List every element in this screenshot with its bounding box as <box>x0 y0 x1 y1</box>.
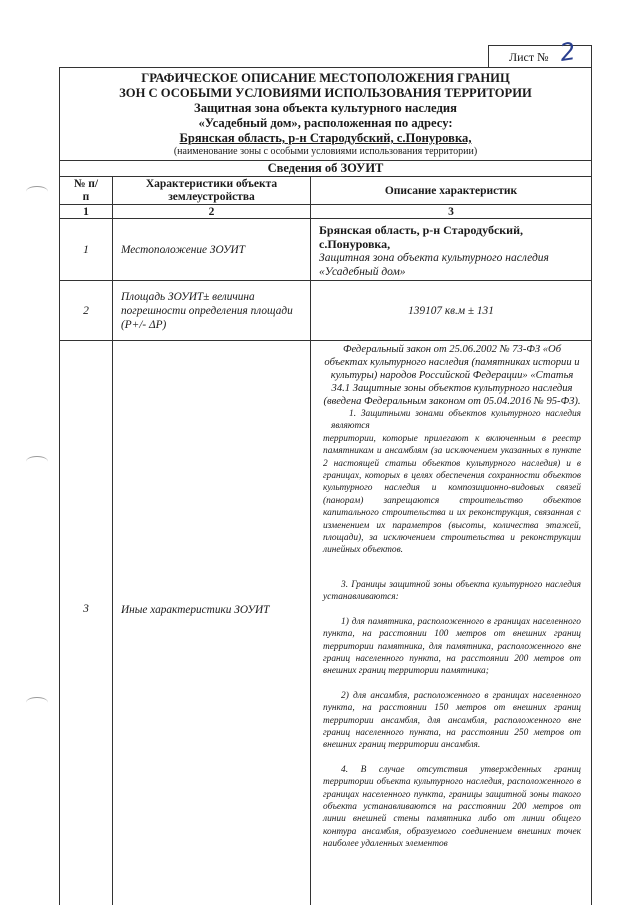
title-line-1: ГРАФИЧЕСКОЕ ОПИСАНИЕ МЕСТОПОЛОЖЕНИЯ ГРАНИЦ <box>141 71 510 85</box>
table-row <box>60 218 591 281</box>
column-numbers-row <box>60 204 591 219</box>
section-title: Сведения об ЗОУИТ <box>60 160 591 175</box>
row-number: 1 <box>60 219 113 281</box>
clause-4: 4. В случае отсутствия утвержденных границ территории объекта культурного наследия, расположенного в границах населенного пункта, границы защитной зоны такого объекта устанавливаются на расстоянии 200 метров от линии внешней стены памятника либо от линии общего контура ансамбля, образуемого соединением внешних точек наиболее удаленных элементов <box>323 764 581 850</box>
table-row <box>60 280 591 341</box>
location-address: Брянская область, р-н Стародубский, с.Понуровка, <box>319 223 524 251</box>
clause-1-body: территории, которые прилегают к включенным в реестр памятникам и ансамблям (за исключением указанных в пункте 2 настоящей статьи объектов культурного наследия) и в границах, которых в целях обеспечения сохранности объектов культурного наследия и композиционно-видовых связей (панорам) запрещаются строительство объектов капитального строительства и их реконструкция, связанная с изменением их параметров (высоты, количества этажей, площади), за исключением строительства и реконструкции линейных объектов. <box>323 433 581 556</box>
row-description <box>311 219 591 281</box>
row-description: 139107 кв.м ± 131 <box>408 305 494 317</box>
row-characteristic: Площадь ЗОУИТ± величина погрешности определения площади (P+/- ΔP) <box>113 281 311 341</box>
clause-3-1: 1) для памятника, расположенного в границах населенного пункта, на расстоянии 100 метров от внешних границ территории памятника, для памятника, расположенного вне границ населенного пункта, на расстоянии 200 метров от внешних границ территории памятника; <box>323 616 581 677</box>
law-reference: Федеральный закон от 25.06.2002 № 73-ФЗ «Об объектах культурного наследия (памятниках истории и культуры) народов Российской Федерации» «Статья 34.1 Защитные зоны объектов культурного наследия (введена Федеральным законом от 05.04.2016 № 95-ФЗ). <box>323 344 581 407</box>
clause-1 <box>311 408 591 557</box>
characteristics-table <box>60 176 591 905</box>
clause-3 <box>311 579 591 851</box>
row-description <box>311 341 591 905</box>
row-number: 3 <box>60 341 113 905</box>
title-line-4: «Усадебный дом», расположенная по адресу: <box>198 116 453 130</box>
zone-name-note: (наименование зоны с особыми условиями использования территории) <box>173 146 478 157</box>
punch-hole-mark <box>26 186 48 197</box>
title-line-5 <box>60 131 591 146</box>
clause-3-2: 2) для ансамбля, расположенного в границах населенного пункта, на расстоянии 150 метров от внешних границ территории ансамбля, для ансамбля, расположенного вне границ населенного пункта, на расстоянии 250 метров от внешних границ территории ансамбля. <box>323 690 581 751</box>
column-header-description: Описание характеристик <box>384 184 518 197</box>
column-header-characteristic: Характеристики объекта землеустройства <box>113 177 311 205</box>
punch-hole-mark <box>26 697 48 708</box>
row-number: 2 <box>60 281 113 341</box>
address-underlined: Брянская область, р-н Стародубский, с.Понуровка, <box>179 131 472 145</box>
column-header-number: № п/п <box>60 177 113 205</box>
clause-3-head: 3. Границы защитной зоны объекта культурного наследия устанавливаются: <box>323 579 581 603</box>
table-header-row <box>60 176 591 205</box>
column-number-2: 2 <box>113 205 311 219</box>
column-number-1: 1 <box>60 205 113 219</box>
column-number-3: 3 <box>448 205 454 218</box>
row-characteristic: Иные характеристики ЗОУИТ <box>113 341 311 905</box>
punch-hole-mark <box>26 456 48 467</box>
row-characteristic: Местоположение ЗОУИТ <box>113 219 311 281</box>
title-line-2: ЗОН С ОСОБЫМИ УСЛОВИЯМИ ИСПОЛЬЗОВАНИЯ ТЕРРИТОРИИ <box>119 86 532 100</box>
sheet-label: Лист № <box>509 50 549 64</box>
clause-1-head: 1. Защитными зонами объектов культурного наследия являются <box>331 409 581 432</box>
table-row <box>60 340 591 905</box>
sheet-number-handwritten: 2 <box>558 37 578 67</box>
title-line-3: Защитная зона объекта культурного наследия <box>194 101 457 115</box>
location-object: Защитная зона объекта культурного наследия «Усадебный дом» <box>319 252 549 278</box>
document-frame <box>59 67 592 905</box>
